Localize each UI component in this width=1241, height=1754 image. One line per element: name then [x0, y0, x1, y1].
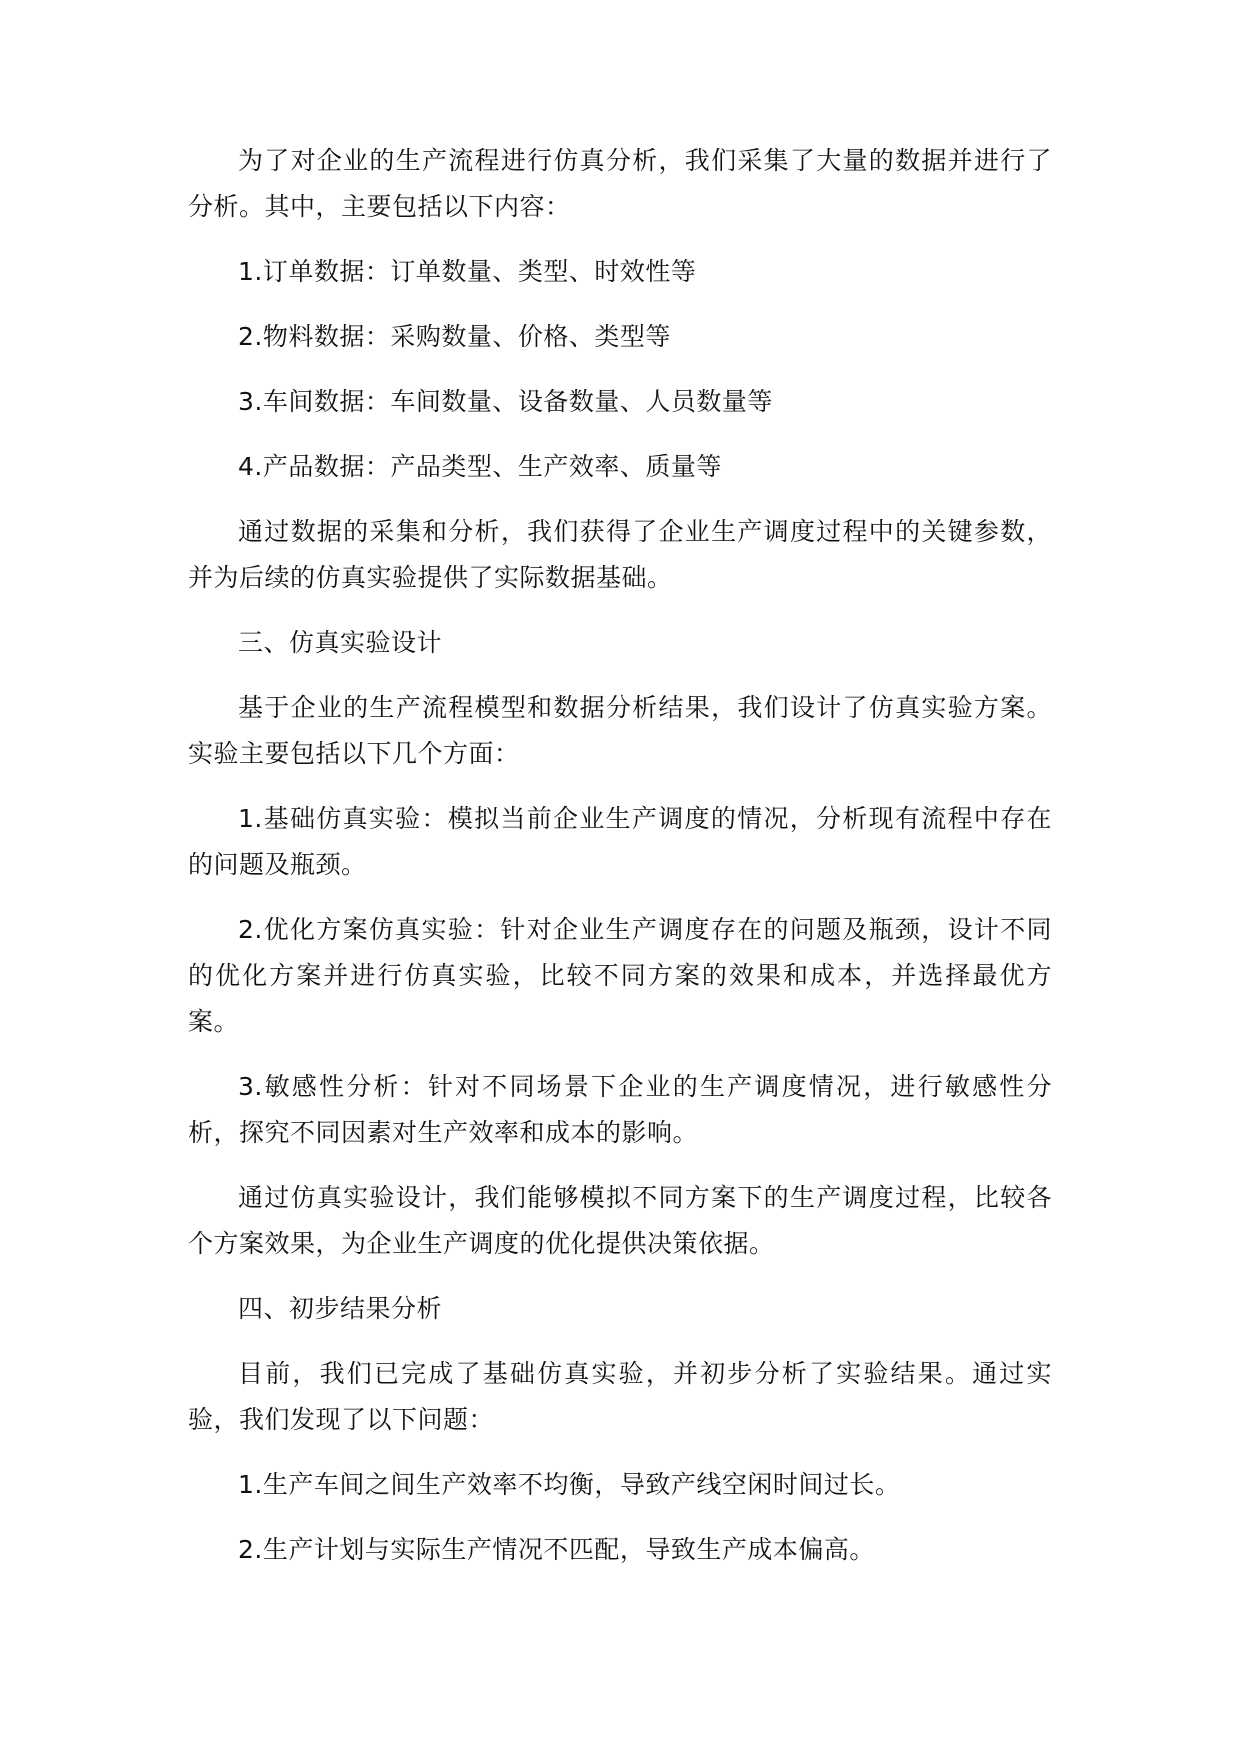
list-item-efficiency-imbalance: 1.生产车间之间生产效率不均衡，导致产线空闲时间过长。 [238, 1470, 901, 1499]
list-item-product-data: 4.产品数据：产品类型、生产效率、质量等 [238, 452, 722, 481]
document-page [188, 138, 1052, 1592]
list-item-optimization-simulation: 2.优化方案仿真实验：针对企业生产调度存在的问题及瓶颈，设计不同的优化方案并进行仿真实验，比较不同方案的效果和成本，并选择最优方案。 [188, 915, 1052, 1036]
section-heading-experiment-design: 三、仿真实验设计 [238, 628, 443, 657]
intro-paragraph: 为了对企业的生产流程进行仿真分析，我们采集了大量的数据并进行了分析。其中，主要包括以下内容： [188, 146, 1052, 221]
list-item-order-data: 1.订单数据：订单数量、类型、时效性等 [238, 257, 697, 286]
list-item-plan-mismatch: 2.生产计划与实际生产情况不匹配，导致生产成本偏高。 [238, 1535, 875, 1564]
list-item-sensitivity-analysis: 3.敏感性分析：针对不同场景下企业的生产调度情况，进行敏感性分析，探究不同因素对生产效率和成本的影响。 [188, 1072, 1052, 1147]
data-summary-paragraph: 通过数据的采集和分析，我们获得了企业生产调度过程中的关键参数，并为后续的仿真实验提供了实际数据基础。 [188, 517, 1052, 592]
list-item-material-data: 2.物料数据：采购数量、价格、类型等 [238, 322, 671, 351]
experiment-summary-paragraph: 通过仿真实验设计，我们能够模拟不同方案下的生产调度过程，比较各个方案效果，为企业生产调度的优化提供决策依据。 [188, 1183, 1052, 1258]
section-heading-preliminary-results: 四、初步结果分析 [238, 1294, 443, 1323]
experiment-intro-paragraph: 基于企业的生产流程模型和数据分析结果，我们设计了仿真实验方案。实验主要包括以下几个方面： [188, 693, 1052, 768]
results-intro-paragraph: 目前，我们已完成了基础仿真实验，并初步分析了实验结果。通过实验，我们发现了以下问题： [188, 1359, 1052, 1434]
list-item-workshop-data: 3.车间数据：车间数量、设备数量、人员数量等 [238, 387, 773, 416]
list-item-basic-simulation: 1.基础仿真实验：模拟当前企业生产调度的情况，分析现有流程中存在的问题及瓶颈。 [188, 804, 1052, 879]
